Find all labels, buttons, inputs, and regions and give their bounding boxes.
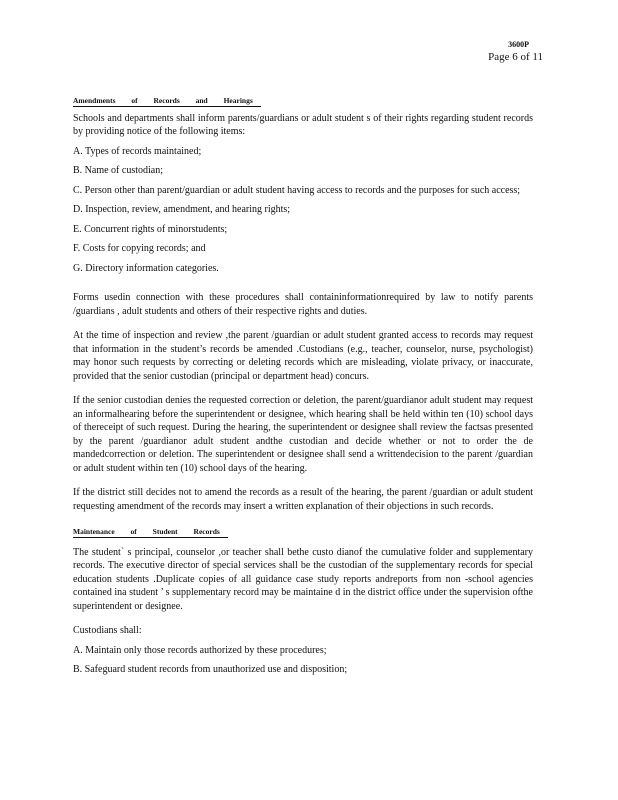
list-item: A. Types of records maintained; — [73, 145, 202, 157]
page-number: Page 6 of 11 — [488, 51, 543, 63]
list-item: B. Name of custodian; — [73, 165, 163, 176]
section-heading-maintenance: Maintenance of Student Records — [73, 527, 228, 538]
policy-code: 3600P — [508, 40, 529, 49]
list-item: E. Concurrent rights of minorstudents; — [73, 223, 228, 235]
list-item: B. Safeguard student records from unauthorized use and disposition; — [73, 664, 348, 675]
forms-paragraph: Forms usedin connection with these procedures shall containinformationrequired by law to notify parents /guardians , adult students and others of their respective rights and duties. — [73, 292, 533, 317]
custodians-list — [73, 644, 533, 677]
inspection-paragraph: At the time of inspection and review ,the parent /guardian or adult student granted access to records may request that information in the student’s records be amended .Custodians (e.g., teacher, counselor, nurse, psychologist) may honor such requests by correcting or deleting records which are misleading, violate privacy, or inaccurate, provided that the senior custodian (principal or department head) concurs. — [73, 330, 533, 382]
list-item: F. Costs for copying records; and — [73, 243, 206, 254]
list-item: C. Person other than parent/guardian or adult student having access to records and the purposes for such access; — [73, 184, 521, 196]
maintenance-paragraph: The student` s principal, counselor ,or teacher shall bethe custo dianof the cumulative folder and supplementary records. The executive director of special services shall be the custodian of the supplementary records for special education students .Duplicate copies of all guidance case study reports andreports from non -school agencies contained ina student ’ s supplementary record may be maintaine d in the district office under the supervision ofthe superintendent or designee. — [73, 546, 533, 612]
hearing-paragraph: If the senior custodian denies the requested correction or deletion, the parent/guardianor adult student may request an informalhearing before the superintendent or designee, which hearing shall be held within ten (10) school days of thereceipt of such request. During the hearing, the superintendent or designee shall review the factsas presented by the parent /guardianor adult student andthe custodian and decide whether or not to order the de mandedcorrection or deletion. The superintendent or designee shall send a writtendecision to the parent /guardian or adult student within ten (10) school days of the hearing. — [73, 395, 533, 474]
intro-paragraph: Schools and departments shall inform parents/guardians or adult student s of their rights regarding student records by providing notice of the following items: — [73, 112, 533, 137]
rights-list — [73, 145, 533, 276]
explanation-paragraph: If the district still decides not to amend the records as a result of the hearing, the parent /guardian or adult student requesting amendment of the records may insert a written explanation of their objections in such records. — [73, 487, 533, 512]
document-body — [73, 94, 533, 677]
list-item: D. Inspection, review, amendment, and hearing rights; — [73, 204, 291, 215]
list-item: A. Maintain only those records authorized by these procedures; — [73, 644, 327, 656]
section-heading-amendments: Amendments of Records and Hearings — [73, 96, 261, 107]
list-item: G. Directory information categories. — [73, 262, 219, 274]
custodians-label: Custodians shall: — [73, 625, 142, 636]
